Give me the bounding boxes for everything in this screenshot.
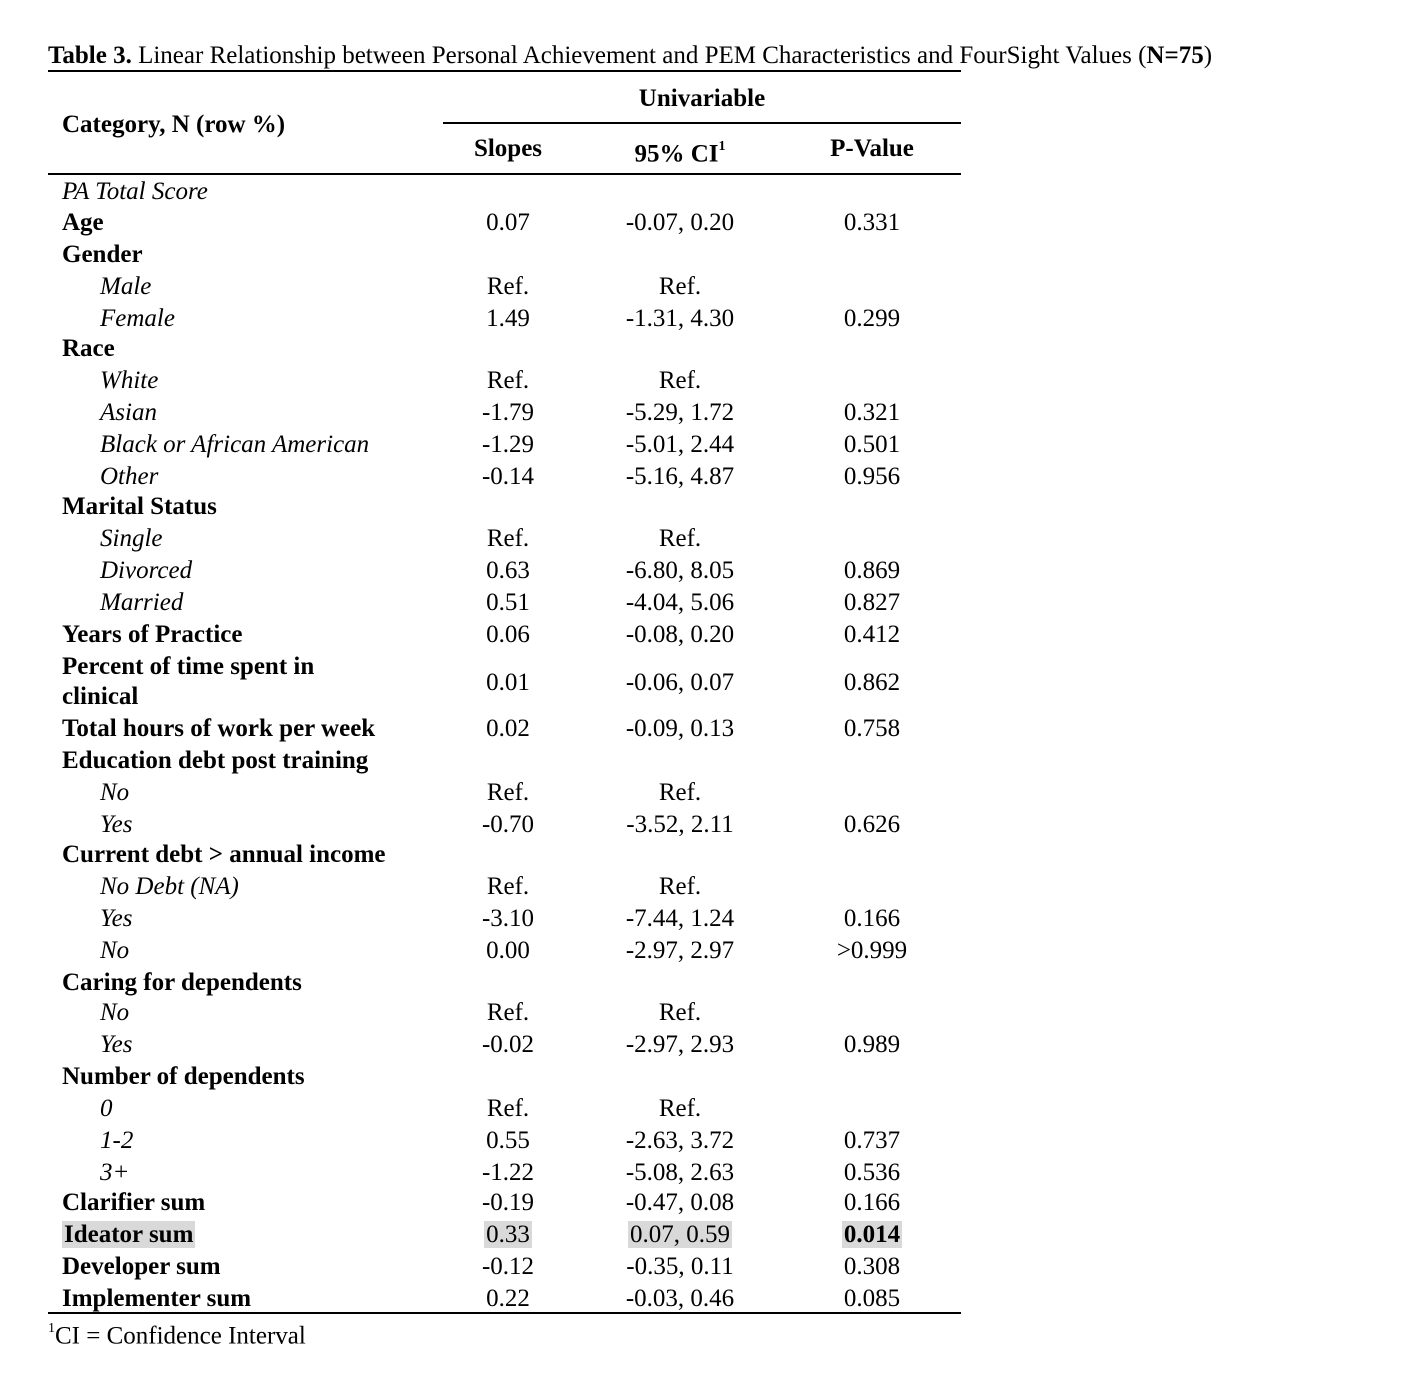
slope-value: 0.51	[486, 589, 530, 616]
p-value: 0.869	[843, 557, 901, 584]
header-rule	[48, 173, 961, 175]
p-value: >0.999	[836, 937, 908, 964]
row-label-line1: Percent of time spent in	[62, 653, 315, 680]
p-value: 0.308	[843, 1253, 901, 1280]
ci-value: Ref.	[658, 999, 702, 1026]
row-label: Male	[100, 273, 152, 300]
footnote-text: CI = Confidence Interval	[55, 1322, 306, 1350]
slope-value: Ref.	[486, 779, 530, 806]
p-value: 0.085	[843, 1285, 901, 1312]
slope-value: 0.55	[486, 1127, 530, 1154]
ci-value: -3.52, 2.11	[626, 811, 734, 838]
header-univariable: Univariable	[638, 85, 766, 112]
slope-value: 0.07	[486, 209, 530, 236]
slope-value: -1.79	[481, 399, 535, 426]
slope-value: Ref.	[486, 999, 530, 1026]
row-label: Race	[62, 335, 115, 362]
p-value: 0.412	[843, 621, 901, 648]
ci-value: -0.07, 0.20	[625, 209, 735, 236]
slope-value: -0.19	[481, 1189, 535, 1216]
row-label: Yes	[100, 811, 133, 838]
ci-value: -5.16, 4.87	[625, 463, 735, 490]
row-label: PA Total Score	[62, 178, 208, 205]
highlighted-slope: 0.33	[486, 1221, 530, 1248]
row-label: Age	[62, 209, 104, 236]
highlighted-p: 0.014	[843, 1221, 901, 1248]
ci-value: -2.97, 2.97	[625, 937, 735, 964]
table-title: Linear Relationship between Personal Achievement and PEM Characteristics and FourSight Values (	[131, 42, 1147, 69]
row-label: Number of dependents	[62, 1063, 305, 1090]
caption-underline	[48, 70, 961, 72]
row-label: Total hours of work per week	[62, 715, 376, 742]
row-label: No Debt (NA)	[100, 873, 239, 900]
slope-value: 1.49	[486, 305, 530, 332]
ci-value: Ref.	[658, 273, 702, 300]
p-value: 0.827	[843, 589, 901, 616]
ci-value: -0.47, 0.08	[625, 1189, 735, 1216]
row-label: Female	[100, 305, 175, 332]
row-label: Education debt post training	[62, 747, 369, 774]
ci-value: -5.01, 2.44	[625, 431, 735, 458]
p-value: 0.626	[843, 811, 901, 838]
ci-value: Ref.	[658, 367, 702, 394]
slope-value: 0.01	[486, 669, 530, 696]
ci-value: -4.04, 5.06	[625, 589, 735, 616]
highlighted-ci: 0.07, 0.59	[630, 1221, 730, 1248]
table-caption	[48, 40, 1212, 72]
slope-value: Ref.	[486, 1095, 530, 1122]
row-label: 1-2	[100, 1127, 134, 1154]
row-label: Black or African American	[100, 431, 370, 458]
slope-value: 0.63	[486, 557, 530, 584]
ci-value: Ref.	[658, 1095, 702, 1122]
p-value: 0.862	[843, 669, 901, 696]
p-value: 0.321	[843, 399, 901, 426]
ci-value: -1.31, 4.30	[625, 305, 735, 332]
p-value	[812, 1220, 932, 1250]
row-label: Divorced	[100, 557, 193, 584]
header-ci-label: 95% CI	[634, 140, 719, 168]
ci-value: -0.08, 0.20	[625, 621, 735, 648]
p-value: 0.989	[843, 1031, 901, 1058]
p-value: 0.737	[843, 1127, 901, 1154]
row-label: No	[100, 779, 130, 806]
p-value: 0.501	[843, 431, 901, 458]
row-label: White	[100, 367, 159, 394]
row-label: Developer sum	[62, 1253, 221, 1280]
header-ci-footnote-mark: 1	[718, 139, 726, 154]
slope-value	[458, 1220, 558, 1250]
column-group-rule	[443, 122, 961, 124]
ci-value: -7.44, 1.24	[625, 905, 735, 932]
highlighted-label: Ideator sum	[64, 1221, 194, 1248]
slope-value: 0.00	[486, 937, 530, 964]
row-label: Current debt > annual income	[62, 841, 386, 868]
row-label: Years of Practice	[62, 621, 243, 648]
header-category: Category, N (row %)	[62, 111, 286, 138]
slope-value: -0.12	[481, 1253, 535, 1280]
ci-value	[590, 1220, 770, 1250]
slope-value: 0.22	[486, 1285, 530, 1312]
ci-value: -2.63, 3.72	[625, 1127, 735, 1154]
row-label: Married	[100, 589, 184, 616]
table-number: Table 3.	[48, 42, 132, 69]
ci-value: -5.29, 1.72	[625, 399, 735, 426]
slope-value: -3.10	[481, 905, 535, 932]
ci-value: -0.06, 0.07	[625, 669, 735, 696]
slope-value: 0.02	[486, 715, 530, 742]
p-value: 0.536	[843, 1159, 901, 1186]
row-label: No	[100, 999, 130, 1026]
row-label: 0	[100, 1095, 113, 1122]
row-label: 3+	[100, 1159, 130, 1186]
ci-value: -2.97, 2.93	[625, 1031, 735, 1058]
p-value: 0.331	[843, 209, 901, 236]
row-label: Other	[100, 463, 159, 490]
row-label	[62, 1220, 195, 1250]
slope-value: Ref.	[486, 273, 530, 300]
row-label: Gender	[62, 241, 143, 268]
row-label: Implementer sum	[62, 1285, 252, 1312]
ci-value: Ref.	[658, 779, 702, 806]
row-label: Caring for dependents	[62, 969, 302, 996]
p-value: 0.166	[843, 905, 901, 932]
slope-value: -0.02	[481, 1031, 535, 1058]
row-label: Clarifier sum	[62, 1189, 206, 1216]
slope-value: Ref.	[486, 525, 530, 552]
row-label: Yes	[100, 905, 133, 932]
slope-value: -1.22	[481, 1159, 535, 1186]
slope-value: -0.14	[481, 463, 535, 490]
slope-value: Ref.	[486, 873, 530, 900]
row-label: Yes	[100, 1031, 133, 1058]
table-row	[48, 652, 961, 712]
footnote-mark: 1	[48, 1321, 55, 1336]
table-bottom-rule	[48, 1312, 961, 1314]
slope-value: 0.06	[486, 621, 530, 648]
row-label: No	[100, 937, 130, 964]
ci-value: -5.08, 2.63	[625, 1159, 735, 1186]
slope-value: Ref.	[486, 367, 530, 394]
sample-size: N=75	[1146, 42, 1204, 69]
caption-close: )	[1203, 42, 1213, 69]
header-slopes: Slopes	[473, 135, 543, 162]
ci-value: -0.03, 0.46	[625, 1285, 735, 1312]
slope-value: -1.29	[481, 431, 535, 458]
p-value: 0.758	[843, 715, 901, 742]
header-ci	[590, 134, 770, 169]
ci-value: Ref.	[658, 873, 702, 900]
row-label: Single	[100, 525, 163, 552]
header-pvalue: P-Value	[830, 135, 914, 162]
row-label: Marital Status	[62, 493, 217, 520]
row-label-line2: clinical	[62, 683, 139, 710]
row-label: Asian	[100, 399, 157, 426]
ci-value: Ref.	[658, 525, 702, 552]
footnote	[48, 1316, 306, 1351]
slope-value: -0.70	[481, 811, 535, 838]
p-value: 0.166	[843, 1189, 901, 1216]
ci-value: -6.80, 8.05	[625, 557, 735, 584]
ci-value: -0.35, 0.11	[626, 1253, 734, 1280]
p-value: 0.956	[843, 463, 901, 490]
p-value: 0.299	[843, 305, 901, 332]
ci-value: -0.09, 0.13	[625, 715, 735, 742]
